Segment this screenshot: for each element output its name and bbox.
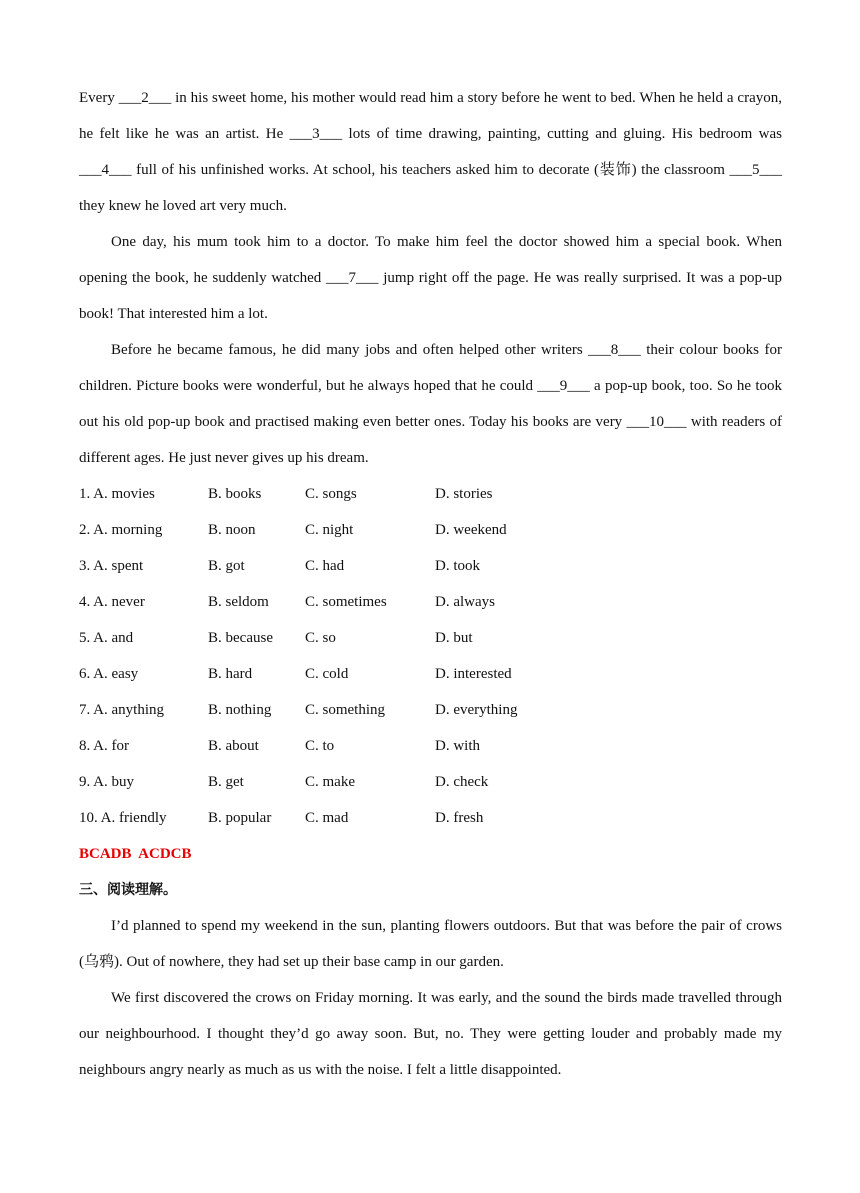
option-b: B. noon: [208, 521, 256, 538]
option-d: D. weekend: [435, 521, 507, 538]
document-page: [79, 80, 782, 1088]
option-row: [79, 764, 517, 800]
option-a: 9. A. buy: [79, 773, 135, 790]
option-c: C. night: [305, 521, 354, 538]
answer-key: BCADB ACDCB: [79, 846, 192, 862]
option-b: B. seldom: [208, 593, 269, 610]
option-b: B. about: [208, 737, 259, 754]
option-c: C. to: [305, 737, 335, 754]
option-row: [79, 656, 517, 692]
option-c: C. songs: [305, 485, 357, 502]
option-d: D. with: [435, 737, 480, 754]
options-table: [79, 476, 517, 836]
option-row: [79, 728, 517, 764]
option-a: 10. A. friendly: [79, 809, 167, 826]
option-b: B. got: [208, 557, 245, 574]
option-row: [79, 584, 517, 620]
option-row: [79, 476, 517, 512]
option-a: 6. A. easy: [79, 665, 139, 682]
option-d: D. everything: [435, 701, 518, 718]
option-c: C. so: [305, 629, 336, 646]
option-a: 5. A. and: [79, 629, 134, 646]
option-row: [79, 800, 517, 836]
option-d: D. but: [435, 629, 473, 646]
option-a: 2. A. morning: [79, 521, 163, 538]
section-heading: 三、阅读理解。: [79, 882, 177, 898]
option-b: B. get: [208, 773, 244, 790]
option-row: [79, 620, 517, 656]
option-d: D. stories: [435, 485, 493, 502]
option-b: B. because: [208, 629, 273, 646]
option-row: [79, 512, 517, 548]
option-d: D. check: [435, 773, 489, 790]
option-a: 7. A. anything: [79, 701, 164, 718]
option-a: 1. A. movies: [79, 485, 155, 502]
option-b: B. hard: [208, 665, 253, 682]
option-a: 8. A. for: [79, 737, 129, 754]
option-c: C. cold: [305, 665, 349, 682]
option-b: B. nothing: [208, 701, 272, 718]
passage-paragraph-2: One day, his mum took him to a doctor. To make him feel the doctor showed him a special book. When opening the book, he suddenly watched ___7___ jump right off the page. He was really surprised. It was a pop-up book! That interested him a lot.: [79, 234, 782, 322]
option-row: [79, 548, 517, 584]
passage-paragraph-1: Every ___2___ in his sweet home, his mother would read him a story before he went to bed. When he held a crayon, he felt like he was an artist. He ___3___ lots of time drawing, painting, cutting and gluing. His bedroom was ___4___ full of his unfinished works. At school, his teachers asked him to decorate (装饰) the classroom ___5___ they knew he loved art very much.: [79, 90, 782, 214]
option-d: D. took: [435, 557, 480, 574]
option-b: B. books: [208, 485, 262, 502]
option-d: D. fresh: [435, 809, 484, 826]
option-d: D. interested: [435, 665, 512, 682]
option-row: [79, 692, 517, 728]
option-c: C. sometimes: [305, 593, 387, 610]
option-b: B. popular: [208, 809, 272, 826]
option-c: C. mad: [305, 809, 349, 826]
option-a: 4. A. never: [79, 593, 145, 610]
reading-paragraph-1: I’d planned to spend my weekend in the sun, planting flowers outdoors. But that was before the pair of crows (乌鸦). Out of nowhere, they had set up their base camp in our garden.: [79, 918, 782, 970]
option-d: D. always: [435, 593, 495, 610]
option-c: C. something: [305, 701, 386, 718]
option-a: 3. A. spent: [79, 557, 144, 574]
reading-paragraph-2: We first discovered the crows on Friday morning. It was early, and the sound the birds made travelled through our neighbourhood. I thought they’d go away soon. But, no. They were getting louder and probably made my neighbours angry nearly as much as us with the noise. I felt a little disappointed.: [79, 990, 782, 1078]
passage-paragraph-3: Before he became famous, he did many jobs and often helped other writers ___8___ their colour books for children. Picture books were wonderful, but he always hoped that he could ___9___ a pop-up book, too. So he took out his old pop-up book and practised making even better ones. Today his books are very ___10___ with readers of different ages. He just never gives up his dream.: [79, 342, 782, 466]
option-c: C. make: [305, 773, 355, 790]
option-c: C. had: [305, 557, 345, 574]
